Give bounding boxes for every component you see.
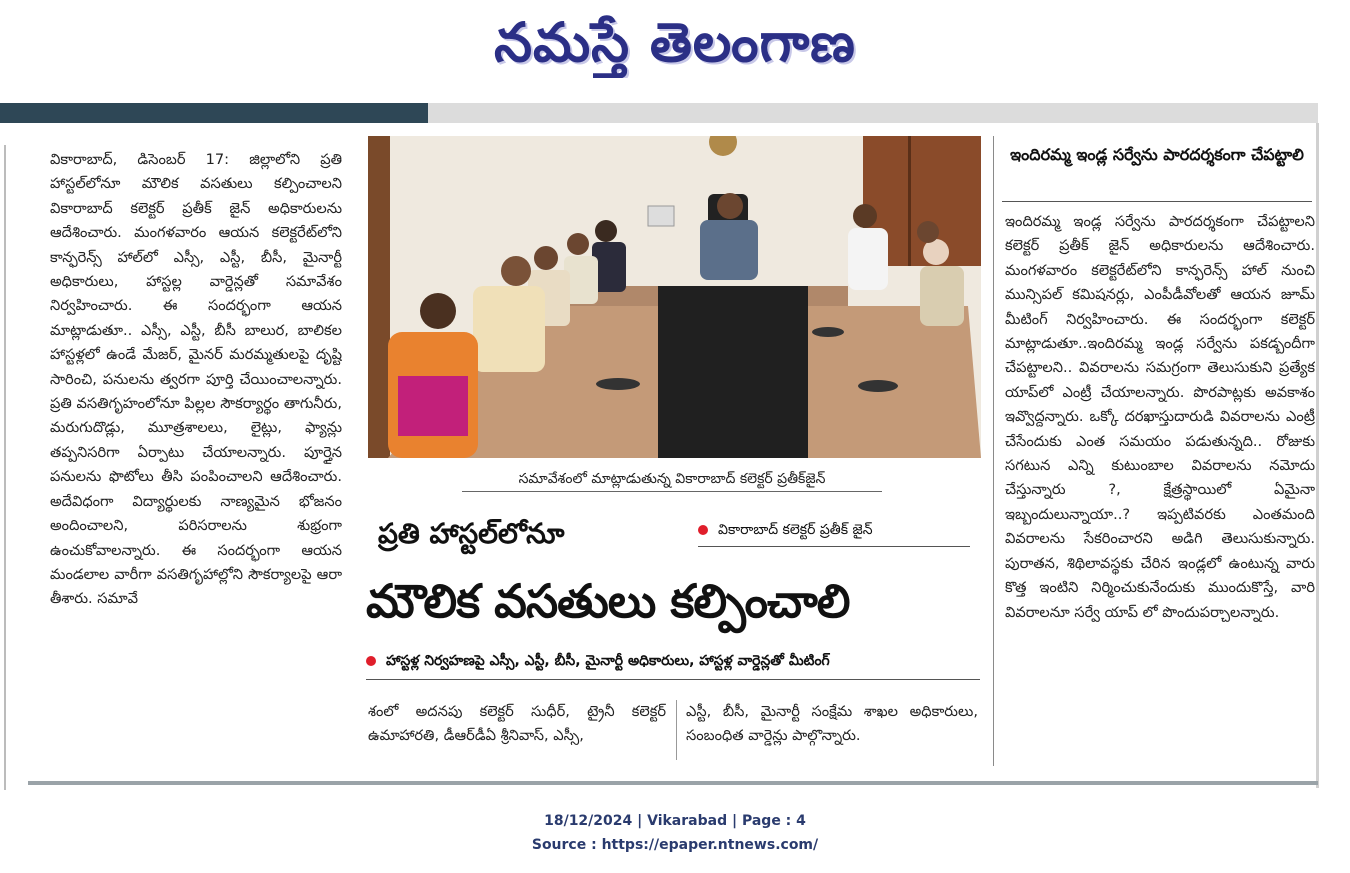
subhead-text: హాస్టళ్ల నిర్వహణపై ఎస్సీ, ఎస్టీ, బీసీ, మైనార్టీ అధికారులు, హాస్టళ్ల వార్డెన్లతో మీటింగ్ [386,653,830,669]
story-column-1: శంలో అదనపు కలెక్టర్ సుధీర్, ట్రైనీ కలెక్టర్ ఉమాహారతి, డీఆర్‌డీఏ శ్రీనివాస్, ఎస్సీ, [368,703,666,745]
header-rule-light [428,103,1318,123]
byline-text: వికారాబాద్ కలెక్టర్ ప్రతీక్ జైన్ [718,522,873,538]
left-column-text: వికారాబాద్, డిసెంబర్ 17: జిల్లాలోని ప్రతి హాస్టల్‌లోనూ మౌలిక వసతులు కల్పించాలని వికారాబాద్ కలెక్టర్ ప్రతీక్ జైన్ అధికారులను ఆదేశించారు. మంగళవారం ఆయన కలెక్టరేట్‌లోని కాన్ఫరెన్స్ హాల్‌లో ఎస్సీ, ఎస్టీ, బీసీ, మైనార్టీ అధికారులు, హాస్టల్ల వార్డెన్లతో సమావేశం నిర్వహించారు. ఈ సందర్భంగా ఆయన మాట్లాడుతూ.. ఎస్సీ, ఎస్టీ, బీసీ బాలుర, బాలికల హాస్టళ్లలో ఉండే మేజర్, మైనర్ మరమ్మతులపై దృష్టి సారించి, పనులను త్వరగా పూర్తి చేయించాలన్నారు. ప్రతి వసతిగృహంలోనూ పిల్లల సౌకర్యార్థం తాగునీరు, మరుగుదొడ్లు, మూత్రశాలలు, లైట్లు, ఫ్యాన్లు తప్పనిసరిగా ఏర్పాటు చేయాలన్నారు. పూర్తైన పనులను ఫొటోలు తీసి పంపించాలని ఆదేశించారు. అదేవిధంగా విద్యార్థులకు నాణ్యమైన భోజనం అందించాలని, పరిసరాలను శుభ్రంగా ఉంచుకోవాలన్నారు. ఈ సందర్భంగా ఆయన మండలాల వారీగా వసతిగృహాల్లోని సౌకర్యాలపై ఆరా తీశారు. సమావే [50,151,342,608]
masthead-title: నమస్తే తెలంగాణ [494,11,856,74]
footer-rule [28,781,1318,785]
meeting-photo [368,136,981,458]
footer [400,809,950,857]
story-subhead [366,646,980,680]
side-story-body: ఇందిరమ్మ ఇండ్ల సర్వేను పారదర్శకంగా చేపట్టాలని కలెక్టర్ ప్రతీక్ జైన్ అధికారులను ఆదేశించారు. మంగళవారం కలెక్టరేట్‌లోని కాన్ఫరెన్స్ హాల్ నుంచి మున్సిపల్ కమిషనర్లు, ఎంపీడీవోలతో ఆయన జూమ్ మీటింగ్ నిర్వహించారు. ఈ సందర్భంగా కలెక్టర్ మాట్లాడుతూ..ఇందిరమ్మ ఇండ్ల సర్వేను పకడ్బందీగా చేపట్టాలని.. వివరాలను సమగ్రంగా తెలుసుకుని ప్రత్యేక యాప్‌లో ఎంట్రీ చేయాలన్నారు. పొరపాట్లకు అవకాశం ఇవ్వొద్దన్నారు. ఒక్కో దరఖాస్తుదారుడి వివరాలను ఎంట్రీ చేసేందుకు ఎంత సమయం పడుతున్నది.. రోజుకు సగటున ఎన్ని కుటుంబాల వివరాలను నమోదు చేస్తున్నారు ?, క్షేత్రస్థాయిలో ఏమైనా ఇబ్బందులున్నాయా..? ఇప్పటివరకు ఎంతమంది వివరాలను సేకరించారని అడిగి తెలుసుకున్నారు. పురాతన, శిథిలావస్థకు చేరిన ఇండ్లలో ఉంటున్న వారు కొత్త ఇంటిని నిర్మించుకునేందుకు ముందుకొస్తే, వారి వివరాలనూ సర్వే యాప్ లో పొందుపర్చాలన్నారు. [1005,213,1315,621]
photo-caption: సమావేశంలో మాట్లాడుతున్న వికారాబాద్ కలెక్టర్ ప్రతీక్‌జైన్ [462,466,882,492]
side-story-headline: ఇందిరమ్మ ఇండ్ల సర్వేను పారదర్శకంగా చేపట్టాలి [1002,140,1312,202]
column-divider [676,700,677,760]
page-edge-left [4,145,6,790]
footer-source: Source : https://epaper.ntnews.com/ [531,837,819,853]
bullet-icon [366,656,376,666]
story-byline [698,515,970,547]
side-story-divider [993,136,994,766]
page-edge-right [1316,123,1319,788]
masthead [0,0,1350,100]
bullet-icon [698,525,708,535]
story-kicker: ప్రతి హాస్టల్‌లోనూ [378,517,565,550]
story-headline: మౌలిక వసతులు కల్పించాలి [366,574,850,628]
story-column-2: ఎస్టీ, బీసీ, మైనార్టీ సంక్షేమ శాఖల అధికారులు, సంబంధిత వార్డెన్లు పాల్గొన్నారు. [686,703,978,745]
footer-dateline: 18/12/2024 | Vikarabad | Page : 4 [544,813,806,829]
header-rule-dark [0,103,428,123]
